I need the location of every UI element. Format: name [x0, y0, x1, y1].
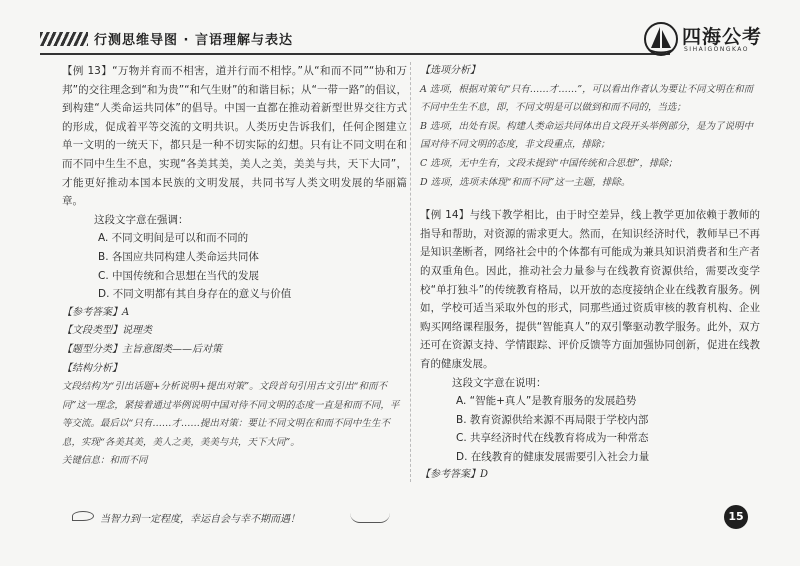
example-13-option-d: D. 不同文明都有其自身存在的意义与价值 [98, 288, 292, 301]
example-14-option-a: A. “智能+真人”是教育服务的发展趋势 [456, 395, 637, 408]
left-column [62, 62, 407, 471]
example-13-question-type: 【题型分类】主旨意图类——后对策 [62, 343, 222, 355]
header-rule [40, 53, 670, 55]
option-analysis-b: B 选项，出处有误。构建人类命运共同体出自文段开头举例部分，是为了说明中国对待不同文明的态度，非文段重点，排除； [420, 120, 754, 151]
footer [60, 505, 744, 529]
option-analysis-heading: 【选项分析】 [420, 65, 480, 76]
example-14-prompt: 这段文字意在说明： [452, 376, 547, 389]
flourish-icon [350, 513, 390, 523]
brand-subtitle: SIHAIGONGKAO [684, 46, 750, 53]
example-13-option-a: A. 不同文明间是可以和而不同的 [98, 232, 249, 245]
example-13-option-b: B. 各国应共同构建人类命运共同体 [98, 250, 259, 263]
sail-logo-icon [644, 22, 678, 56]
leaf-icon [72, 511, 94, 521]
option-analysis-d: D 选项，选项未体现“和而不同”这一主题，排除。 [420, 176, 631, 188]
header [40, 20, 770, 60]
example-13-text: 【例 13】“万物并育而不相害，道并行而不相悖。”从“和而不同”“协和万邦”的交往理念到“和为贵”“和气生财”的和谐目标；从“一带一路”的倡议，到构建“人类命运共同体”的倡导。中国一直都在推动着新型世界交往方式的形成，促成着平等交流的文明共识。人类历史告诉我们，任何企图建立单一文明的一统天下，都只是一种不切实际的幻想。只有让不同文明在和而不同中生生不息，实现“各美其美，美人之美，美美与共，天下大同”，才能更好推动本国本民族的文明发展，共同书写人类文明发展的华丽篇章。 [62, 65, 407, 208]
example-14-answer: 【参考答案】D [420, 469, 489, 481]
brand-logo [644, 18, 774, 58]
example-14-option-c: C. 共享经济时代在线教育将成为一种常态 [456, 432, 649, 445]
example-13-option-c: C. 中国传统和合思想在当代的发展 [98, 269, 260, 282]
example-13-structure-analysis: 文段结构为“引出话题+分析说明+提出对策”。文段首句引用古文引出“和而不同”这一理念，紧接着通过举例说明中国对待不同文明的态度一直是和而不同，平等交流。最后以“只有……才……提出对策：要让不同文明在和而不同中生生不息，实现“各美其美，美人之美，美美与共，天下大同”。 [62, 381, 400, 448]
example-13-keywords: 关键信息：和而不同 [62, 455, 148, 467]
page-number: 15 [724, 505, 748, 529]
footer-motto: 当智力到一定程度，幸运自会与幸不期而遇！ [100, 514, 300, 525]
example-13-structure-heading: 【结构分析】 [62, 362, 122, 374]
example-13-prompt: 这段文字意在强调： [94, 213, 189, 226]
brand-name: 四海公考 [682, 26, 763, 48]
example-14-text: 【例 14】与线下教学相比，由于时空差异，线上教学更加依赖于教师的指导和帮助，对资源的需求更大。然而，在知识经济时代，教师早已不再是知识垄断者，网络社会中的个体都有可能成为兼具知识消费者和生产者的双重角色。因此，推动社会力量参与在线教育资源供给，需要改变学校“单打独斗”的传统教育格局，以开放的态度接纳企业在线教育服务。例如，学校可适当采取外包的形式，同那些通过资质审核的教育机构、企业购买网络课程服务，提供“智能真人”的双引擎驱动教学服务。此外，双方还可在资源支持、学情跟踪、评价反馈等方面加强协同创新，促进在线教育的健康发展。 [420, 209, 760, 370]
example-14-option-b: B. 教育资源供给来源不再局限于学校内部 [456, 413, 649, 426]
right-column [420, 62, 760, 485]
column-divider [410, 62, 411, 482]
example-14-option-d: D. 在线教育的健康发展需要引入社会力量 [456, 450, 650, 463]
example-13-passage-type: 【文段类型】说理类 [62, 325, 152, 337]
option-analysis-a: A 选项，根据对策句“只有……才……”，可以看出作者认为要让不同文明在和而不同中生生不息，即，不同文明是可以做到和而不同的，当选； [420, 83, 754, 114]
option-analysis-c: C 选项，无中生有，文段未提到“中国传统和合思想”，排除； [420, 157, 678, 169]
example-13-answer: 【参考答案】A [62, 306, 130, 318]
page-title: 行测思维导图 · 言语理解与表达 [94, 33, 293, 48]
header-stripes [40, 32, 88, 46]
